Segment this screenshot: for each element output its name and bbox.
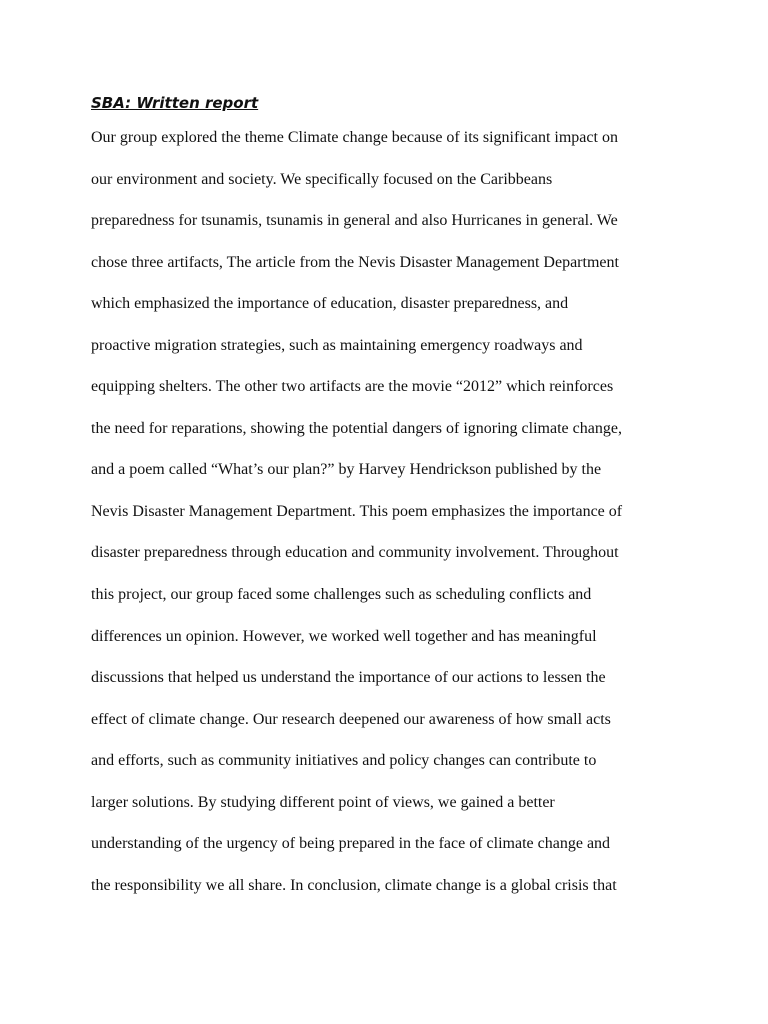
text-line: proactive migration strategies, such as maintaining emergency roadways and [91, 336, 583, 354]
text-line: equipping shelters. The other two artifacts are the movie “2012” which reinforces [91, 378, 614, 396]
text-line: understanding of the urgency of being prepared in the face of climate change and [91, 835, 611, 853]
text-line: this project, our group faced some challenges such as scheduling conflicts and [91, 586, 592, 604]
text-line: and efforts, such as community initiatives and policy changes can contribute to [91, 752, 597, 770]
text-line: which emphasized the importance of education, disaster preparedness, and [91, 295, 569, 313]
text-line: Our group explored the theme Climate change because of its significant impact on [91, 129, 618, 146]
document-heading: SBA: Written report [91, 94, 259, 112]
text-line: chose three artifacts, The article from the Nevis Disaster Management Department [91, 253, 619, 271]
text-line: our environment and society. We specifically focused on the Caribbeans [91, 170, 553, 188]
text-line: differences un opinion. However, we worked well together and has meaningful [91, 627, 597, 645]
document-body [91, 125, 691, 914]
text-line: Nevis Disaster Management Department. This poem emphasizes the importance of [91, 502, 623, 520]
text-line: effect of climate change. Our research deepened our awareness of how small acts [91, 710, 611, 728]
text-line: the need for reparations, showing the potential dangers of ignoring climate change, [91, 419, 622, 437]
text-line: and a poem called “What’s our plan?” by Harvey Hendrickson published by the [91, 461, 602, 479]
text-line: disaster preparedness through education and community involvement. Throughout [91, 544, 619, 562]
text-line: larger solutions. By studying different point of views, we gained a better [91, 793, 555, 811]
text-line: preparedness for tsunamis, tsunamis in general and also Hurricanes in general. We [91, 212, 618, 230]
text-line: discussions that helped us understand the importance of our actions to lessen the [91, 669, 606, 687]
text-line: the responsibility we all share. In conclusion, climate change is a global crisis that [91, 876, 617, 894]
